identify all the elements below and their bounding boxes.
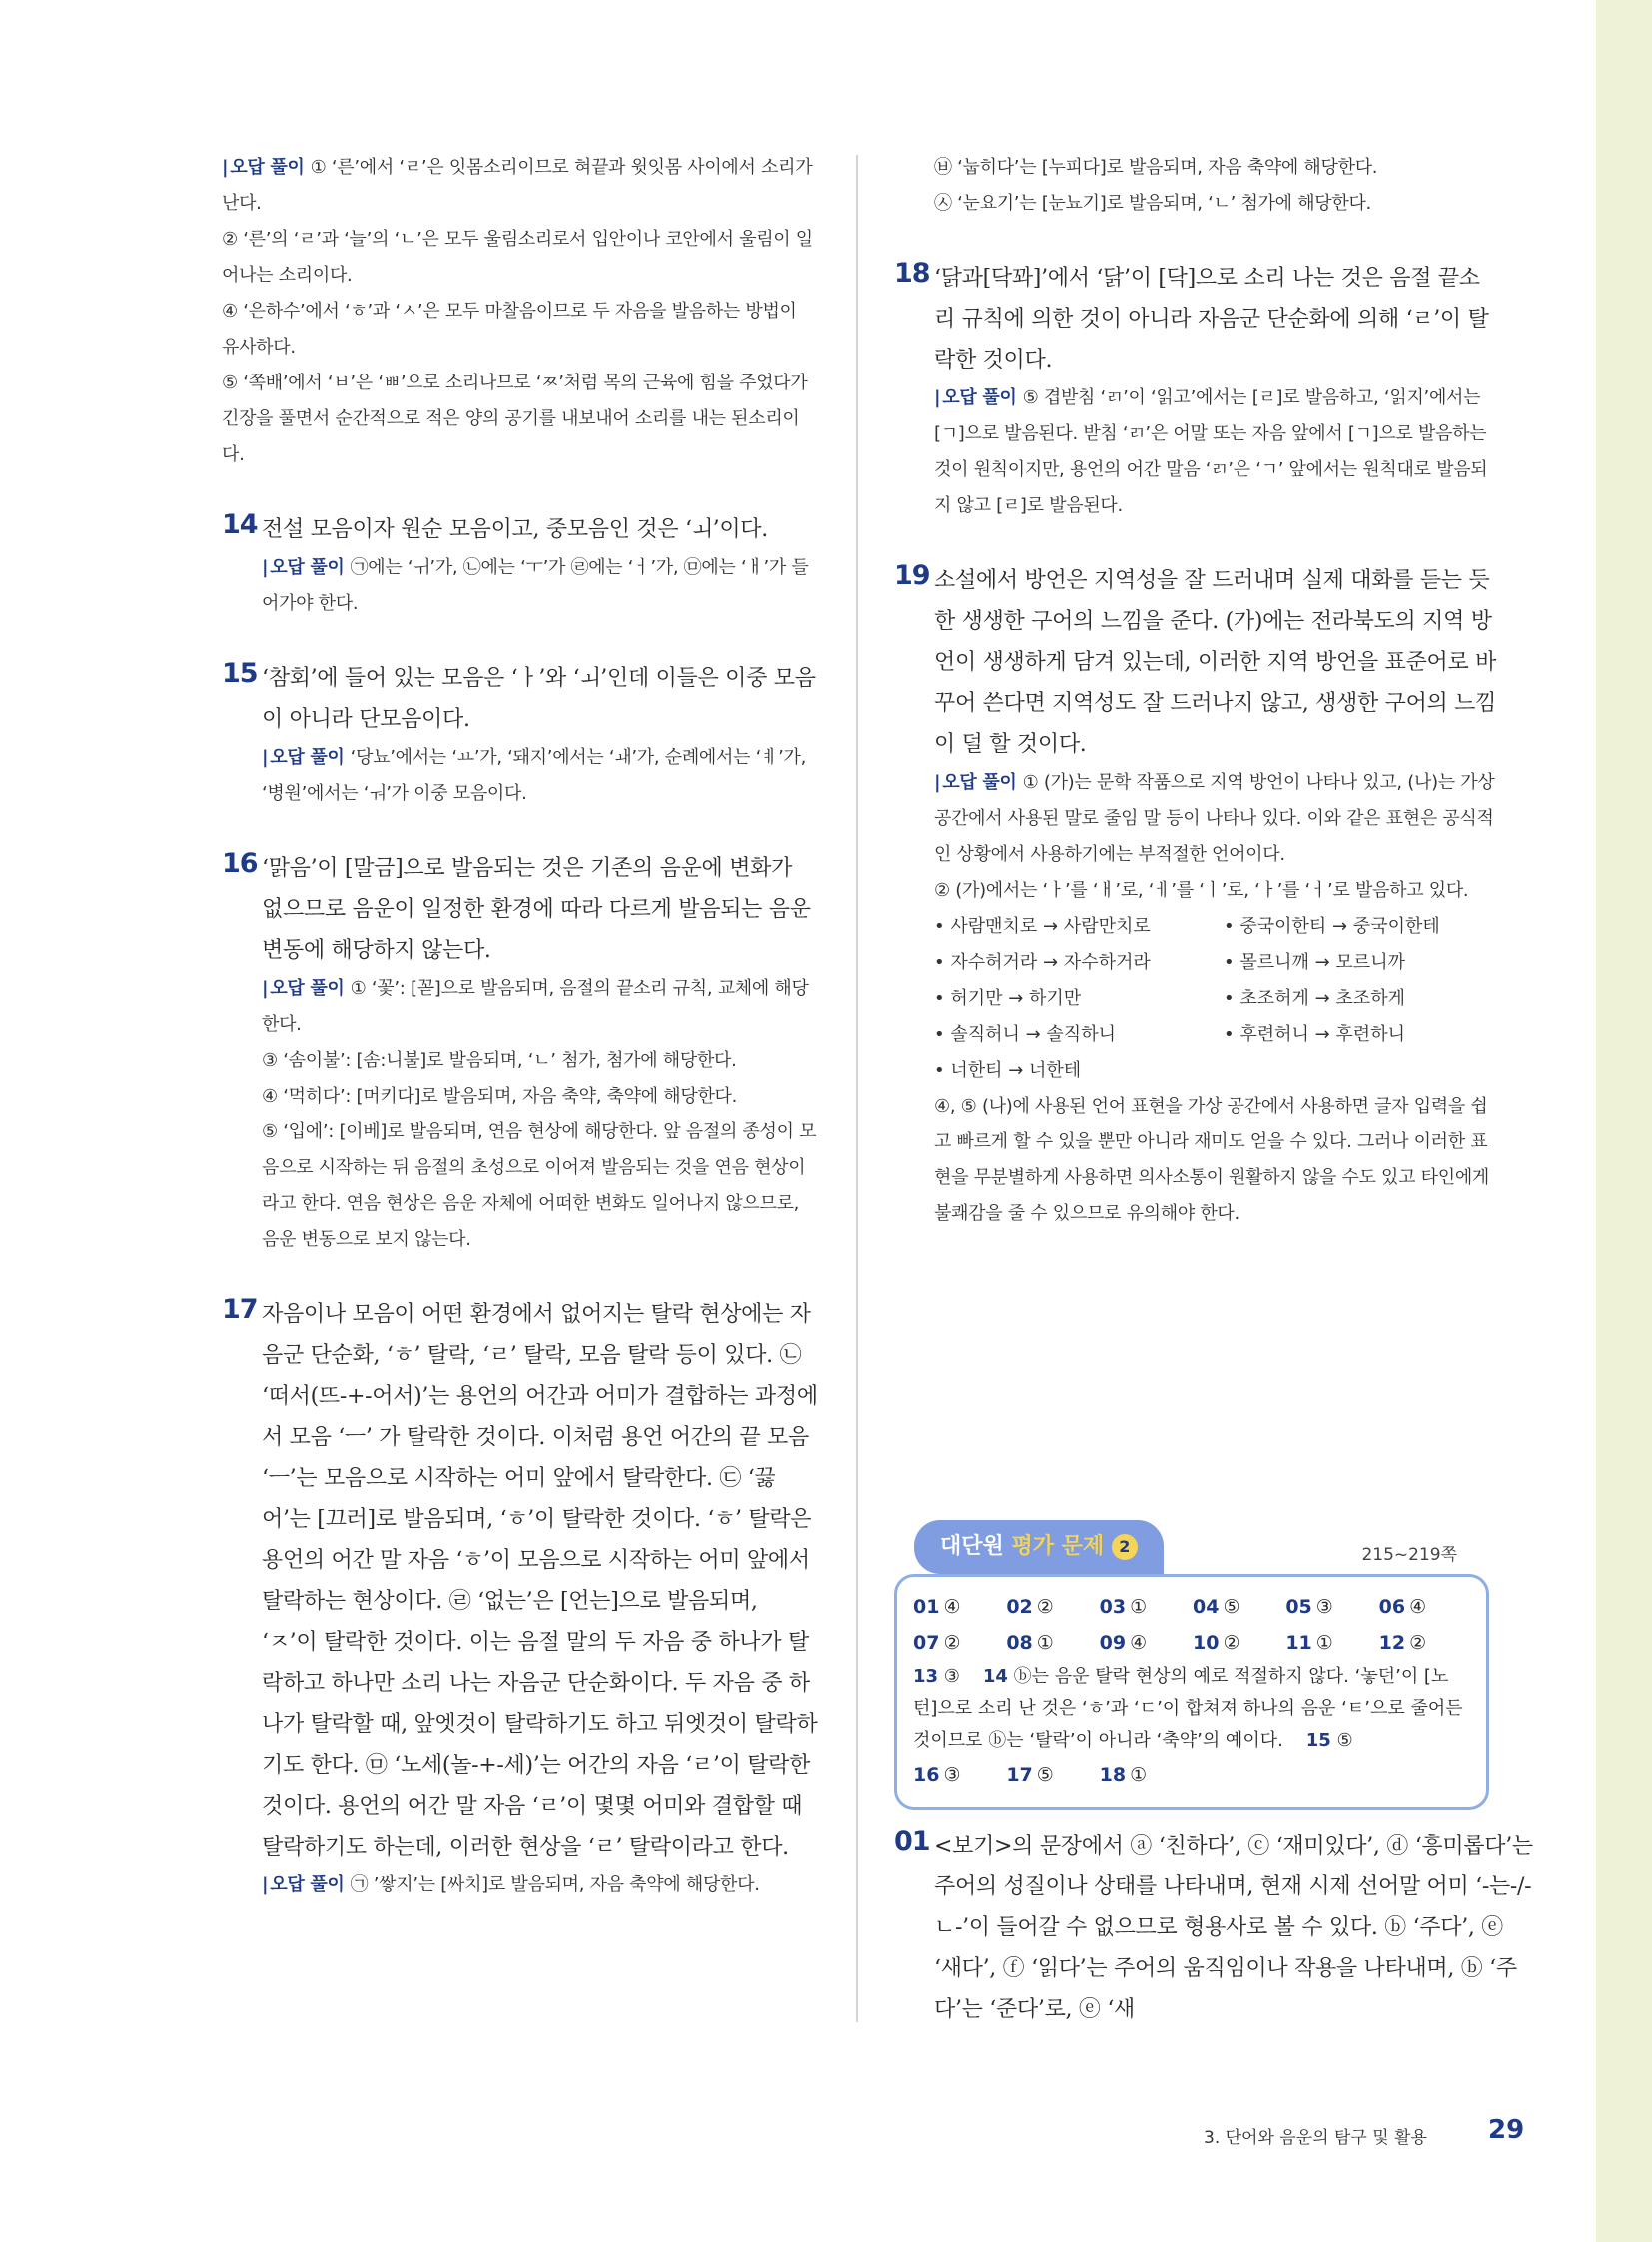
answer-value: ② <box>943 1632 961 1654</box>
answer-item <box>1379 1589 1472 1625</box>
answer-value: ① <box>1130 1596 1148 1618</box>
wrong-answer-tag: | 오답 풀이 <box>222 157 305 178</box>
question-01 <box>894 1826 1537 2030</box>
answer-value: ④ <box>943 1596 961 1618</box>
answer-item <box>1379 1625 1472 1661</box>
question-number: 14 <box>222 509 258 540</box>
answer-key-title <box>914 1520 1164 1574</box>
column-divider <box>856 155 858 2022</box>
answer-number: 17 <box>1006 1764 1033 1786</box>
answer-value: ④ <box>1409 1596 1427 1618</box>
wrong-answer-tag: | 오답 풀이 <box>262 1874 345 1895</box>
question-number: 18 <box>894 258 930 289</box>
answer-text: ‘닭과[닥꽈]’에서 ‘닭’이 [닥]으로 소리 나는 것은 음절 끝소리 규칙에 의한 것이 아니라 자음군 단순화에 의해 ‘ㄹ’이 탈락한 것이다. <box>934 266 1489 373</box>
answer-value: ① <box>1036 1632 1054 1654</box>
explanation-line: ① ‘꽃’: [꼳]으로 발음되며, 음절의 끝소리 규칙, 교체에 해당한다. <box>262 978 809 1035</box>
answer-number: 10 <box>1193 1632 1220 1654</box>
list-item: • 허기만 → 하기만 <box>934 981 1224 1017</box>
answer-item <box>1006 1625 1099 1661</box>
page-number: 29 <box>1488 2115 1525 2145</box>
explanation-text: ㉠에는 ‘ㅟ’가, ㉡에는 ‘ㅜ’가 ㉣에는 ‘ㅓ’가, ㉤에는 ‘ㅐ’가 들어가야 한다. <box>262 557 809 614</box>
wrong-answer-tag: | 오답 풀이 <box>262 557 345 578</box>
list-item: • 초조허게 → 초조하게 <box>1224 981 1513 1017</box>
title-highlight: 평가 문제 <box>1011 1534 1105 1559</box>
answer-item <box>1193 1625 1285 1661</box>
answer-number: 08 <box>1006 1632 1033 1654</box>
answer-number: 04 <box>1193 1596 1220 1618</box>
q13-expl-line-1: ① ‘른’에서 ‘ㄹ’은 잇몸소리이므로 혀끝과 윗잇몸 사이에서 소리가 난다. <box>222 157 813 214</box>
q13-explanation <box>222 150 819 473</box>
chapter-footer: 3. 단어와 음운의 탐구 및 활용 <box>1204 2128 1427 2148</box>
list-item: • 중국이한티 → 중국이한테 <box>1224 909 1513 945</box>
question-number: 19 <box>894 560 930 591</box>
right-margin-band <box>1596 0 1652 2242</box>
answer-text: 자음이나 모음이 어떤 환경에서 없어지는 탈락 현상에는 자음군 단순화, ‘ㅎ’ 탈락, ‘ㄹ’ 탈락, 모음 탈락 등이 있다. ㉡ ‘떠서(뜨-+-어서)’는 용언의 어간과 어미가 결합하는 과정에서 모음 ‘ㅡ’ 가 탈락한 것이다. 이처럼 용언 어간의 끝 모음 ‘ㅡ’는 모음으로 시작하는 어미 앞에서 탈락한다. ㉢ ‘끓어’는 [끄러]로 발음되며, ‘ㅎ’이 탈락한 것이다. ‘ㅎ’ 탈락은 용언의 어간 말 자음 ‘ㅎ’이 모음으로 시작하는 어미 앞에서 탈락하는 현상이다. ㉣ ‘없는’은 [언는]으로 발음되며, ‘ㅈ’이 탈락한 것이다. 이는 음절 말의 두 자음 중 하나가 탈락하고 하나만 소리 나는 자음군 단순화이다. 두 자음 중 하나가 탈락할 때, 앞엣것이 탈락하기도 하고 뒤엣것이 탈락하기도 한다. ㉤ ‘노세(놀-+-세)’는 어간의 자음 ‘ㄹ’이 탈락한 것이다. 용언의 어간 말 자음 ‘ㄹ’이 몇몇 어미와 결합할 때 탈락하기도 하는데, 이러한 현상을 ‘ㄹ’ 탈락이라고 한다. <box>262 1302 818 1860</box>
answer-item <box>1100 1625 1193 1661</box>
question-14 <box>222 509 819 622</box>
question-16 <box>222 848 819 1258</box>
explanation-line: ⑤ ‘입에’: [이베]로 발음되며, 연음 현상에 해당한다. 앞 음절의 종성이 모음으로 시작하는 뒤 음절의 초성으로 이어져 발음되는 것을 연음 현상이라고 한다. 연음 현상은 음운 자체에 어떠한 변화도 일어나지 않으므로, 음운 변동으로 보지 않는다. <box>262 1121 817 1250</box>
explanation-line: ② (가)에서는 ‘ㅏ’를 ‘ㅐ’로, ‘ㅔ’를 ‘ㅣ’로, ‘ㅏ’를 ‘ㅓ’로 발음하고 있다. <box>934 880 1469 901</box>
title-part: 대단원 <box>940 1534 1004 1559</box>
explanation-line: ③ ‘솜이불’: [솜:니불]로 발음되며, ‘ㄴ’ 첨가, 첨가에 해당한다. <box>262 1050 737 1071</box>
wrong-answer-tag: | 오답 풀이 <box>262 747 345 768</box>
answer-value: ② <box>1036 1596 1054 1618</box>
left-column <box>222 150 819 1903</box>
q13-expl-line-2: ② ‘른’의 ‘ㄹ’과 ‘늘’의 ‘ㄴ’은 모두 울림소리로서 입안이나 코안에서 울림이 일어나는 소리이다. <box>222 229 813 286</box>
answer-number: 18 <box>1099 1764 1127 1786</box>
list-item: • 몰르니깨 → 모르니까 <box>1224 945 1513 981</box>
answer-item <box>1100 1757 1193 1793</box>
wrong-answer-tag: | 오답 풀이 <box>262 978 345 999</box>
answer-value: ③ <box>1315 1596 1333 1618</box>
question-number: 01 <box>894 1826 930 1857</box>
answer-13-14 <box>913 1661 1472 1757</box>
question-18 <box>894 258 1497 524</box>
answer-item <box>1006 1589 1099 1625</box>
answer-grid <box>913 1589 1472 1661</box>
page-range: 215~219쪽 <box>1361 1545 1457 1565</box>
answer-value: ③ <box>943 1666 960 1687</box>
answer-number: 16 <box>913 1764 940 1786</box>
answer-value: ② <box>1223 1632 1240 1654</box>
answer-item <box>1100 1589 1193 1625</box>
answer-item <box>913 1625 1006 1661</box>
answer-number: 12 <box>1378 1632 1406 1654</box>
answer-value: ⑤ <box>1336 1730 1353 1751</box>
wrong-answer-tag: | 오답 풀이 <box>934 772 1017 793</box>
list-item: • 자수허거라 → 자수하거라 <box>934 945 1224 981</box>
question-15 <box>222 658 819 812</box>
explanation-line: ㉥ ‘눕히다’는 [누피다]로 발음되며, 자음 축약에 해당한다. <box>934 157 1378 178</box>
dialect-conversion-list <box>934 909 1497 1089</box>
answer-text: ‘맑음’이 [말금]으로 발음되는 것은 기존의 음운에 변화가 없으므로 음운이 일정한 환경에 따라 다르게 발음되는 음운 변동에 해당하지 않는다. <box>262 856 811 963</box>
explanation-line: ④, ⑤ (나)에 사용된 언어 표현을 가상 공간에서 사용하면 글자 입력을 쉽고 빠르게 할 수 있을 뿐만 아니라 재미도 얻을 수 있다. 그러나 이러한 표현을 무분별하게 사용하면 의사소통이 원활하지 않을 수도 있고 타인에게 불쾌감을 줄 수 있으므로 유의해야 한다. <box>934 1096 1490 1224</box>
answer-text: 전설 모음이자 원순 모음이고, 중모음인 것은 ‘ㅚ’이다. <box>262 517 768 542</box>
q17-explanation-continued <box>894 150 1497 222</box>
answer-number: 05 <box>1285 1596 1312 1618</box>
list-item: • 사람맨치로 → 사람만치로 <box>934 909 1224 945</box>
answer-value: ① <box>1130 1764 1148 1786</box>
answer-number: 13 <box>913 1666 939 1687</box>
answer-item <box>1285 1589 1378 1625</box>
answer-value: ⑤ <box>1036 1764 1054 1786</box>
answer-value: ② <box>1409 1632 1427 1654</box>
answer-text: <보기>의 문장에서 ⓐ ‘친하다’, ⓒ ‘재미있다’, ⓓ ‘흥미롭다’는 주어의 성질이나 상태를 나타내며, 현재 시제 선어말 어미 ‘-는-/-ㄴ-’이 들어갈 수 없으므로 형용사로 볼 수 있다. ⓑ ‘주다’, ⓔ ‘새다’, ⓕ ‘읽다’는 주어의 움직임이나 작용을 나타내며, ⓑ ‘주다’는 ‘준다’로, ⓔ ‘새 <box>934 1834 1533 2022</box>
list-item: • 솔직허니 → 솔직하니 <box>934 1017 1224 1053</box>
answer-number: 02 <box>1006 1596 1033 1618</box>
answer-value: ⓑ는 음운 탈락 현상의 예로 적절하지 않다. ‘놓던’이 [노턴]으로 소리 난 것은 ‘ㅎ’과 ‘ㄷ’이 합쳐져 하나의 음운 ‘ㅌ’으로 줄어든 것이므로 ⓑ는 ‘탈락’이 아니라 ‘축약’의 예이다. <box>913 1666 1463 1751</box>
explanation-text: ⑤ 겹받침 ‘ㄺ’이 ‘읽고’에서는 [ㄹ]로 발음하고, ‘읽지’에서는 [ㄱ]으로 발음된다. 받침 ‘ㄺ’은 어말 또는 자음 앞에서 [ㄱ]으로 발음하는 것이 원칙이지만, 용언의 어간 말음 ‘ㄺ’은 ‘ㄱ’ 앞에서는 원칙대로 발음되지 않고 [ㄹ]로 발음된다. <box>934 387 1488 516</box>
list-item: • 후련허니 → 후련하니 <box>1224 1017 1513 1053</box>
answer-value: ④ <box>1130 1632 1148 1654</box>
list-item: • 너한티 → 너한테 <box>934 1053 1224 1089</box>
answer-item <box>1006 1757 1099 1793</box>
answer-key-box <box>894 1574 1489 1810</box>
answer-number: 14 <box>982 1666 1008 1687</box>
answer-item <box>913 1757 1006 1793</box>
answer-value: ⑤ <box>1223 1596 1240 1618</box>
answer-text: 소설에서 방언은 지역성을 잘 드러내며 실제 대화를 듣는 듯한 생생한 구어의 느낌을 준다. (가)에는 전라북도의 지역 방언이 생생하게 담겨 있는데, 이러한 지역 방언을 표준어로 바꾸어 쓴다면 지역성도 잘 드러나지 않고, 생생한 구어의 느낌이 덜 할 것이다. <box>934 568 1497 757</box>
answer-number: 01 <box>913 1596 940 1618</box>
explanation-text: ‘당뇨’에서는 ‘ㅛ’가, ‘돼지’에서는 ‘ㅙ’가, 순례에서는 ‘ㅖ’가, ‘병원’에서는 ‘ㅝ’가 이중 모음이다. <box>262 747 807 804</box>
answer-item <box>1193 1589 1285 1625</box>
answer-item <box>1285 1625 1378 1661</box>
answer-number: 07 <box>913 1632 940 1654</box>
question-19 <box>894 560 1497 1232</box>
answer-number: 06 <box>1378 1596 1406 1618</box>
question-17 <box>222 1294 819 1903</box>
right-column <box>894 150 1497 1232</box>
explanation-line: ㉦ ‘눈요기’는 [눈뇨기]로 발음되며, ‘ㄴ’ 첨가에 해당한다. <box>934 193 1371 214</box>
explanation-line: ① (가)는 문학 작품으로 지역 방언이 나타나 있고, (나)는 가상 공간에서 사용된 말로 줄임 말 등이 나타나 있다. 이와 같은 표현은 공식적인 상황에서 사용하기에는 부적절한 언어이다. <box>934 772 1495 865</box>
answer-text: ‘참회’에 들어 있는 모음은 ‘ㅏ’와 ‘ㅚ’인데 이들은 이중 모음이 아니라 단모음이다. <box>262 666 816 732</box>
answer-number: 09 <box>1099 1632 1127 1654</box>
answer-value: ① <box>1315 1632 1333 1654</box>
question-number: 17 <box>222 1294 258 1325</box>
q13-expl-line-5: ⑤ ‘쪽배’에서 ‘ㅂ’은 ‘ㅃ’으로 소리나므로 ‘ㅉ’처럼 목의 근육에 힘을 주었다가 긴장을 풀면서 순간적으로 적은 양의 공기를 내보내어 소리를 내는 된소리이다. <box>222 373 808 465</box>
answer-number: 11 <box>1285 1632 1312 1654</box>
explanation-line: ④ ‘먹히다’: [머키다]로 발음되며, 자음 축약, 축약에 해당한다. <box>262 1086 738 1107</box>
answer-grid-tail <box>913 1757 1472 1793</box>
title-number-badge: 2 <box>1112 1534 1138 1560</box>
answer-value: ③ <box>943 1764 961 1786</box>
answer-item <box>913 1589 1006 1625</box>
explanation-text: ㉠ ’쌓지’는 [싸치]로 발음되며, 자음 축약에 해당한다. <box>350 1874 760 1895</box>
answer-number: 15 <box>1305 1730 1331 1751</box>
wrong-answer-tag: | 오답 풀이 <box>934 387 1017 408</box>
q13-expl-line-4: ④ ‘은하수’에서 ‘ㅎ’과 ‘ㅅ’은 모두 마찰음이므로 두 자음을 발음하는 방법이 유사하다. <box>222 301 797 358</box>
answer-number: 03 <box>1099 1596 1127 1618</box>
question-number: 16 <box>222 848 258 879</box>
question-number: 15 <box>222 658 258 689</box>
